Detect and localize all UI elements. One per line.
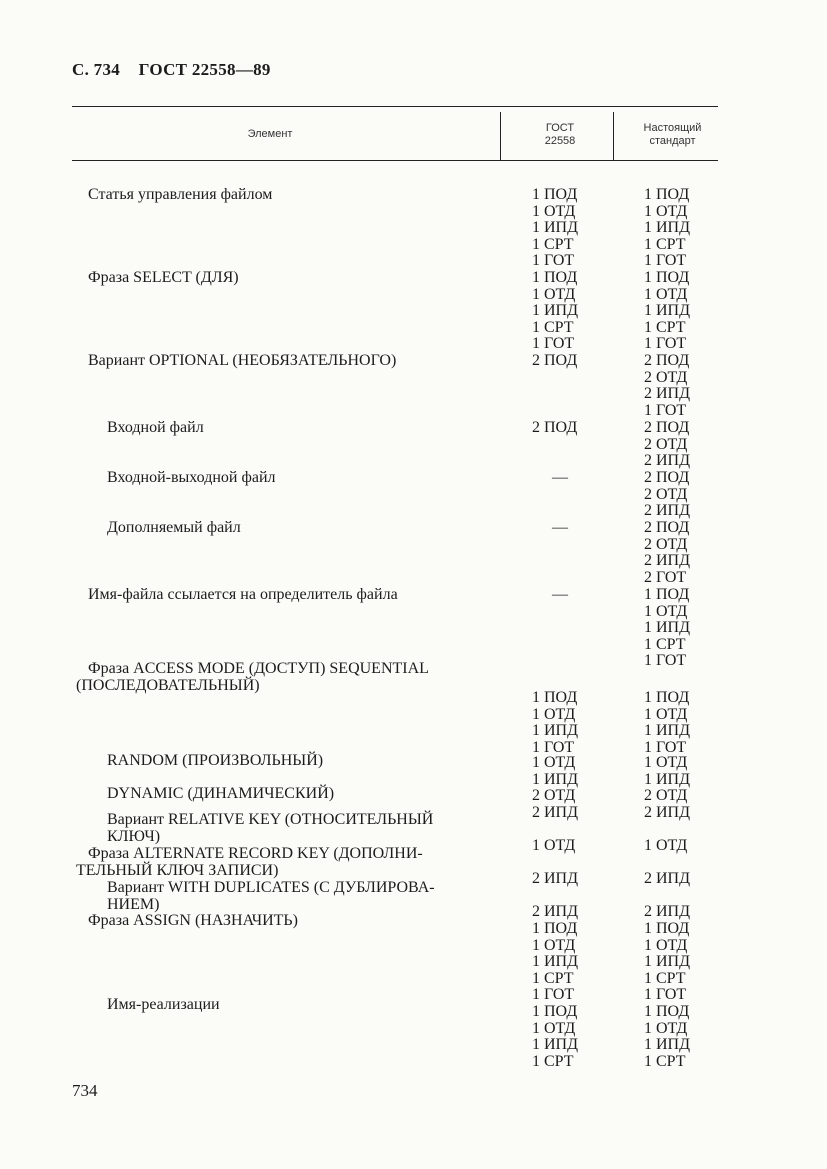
gost-value: 2 ИПД — [532, 803, 579, 821]
standard-value: 1 ИПД — [644, 219, 691, 237]
standard-value: 1 СРТ — [644, 969, 686, 987]
standard-value: 2 ГОТ — [644, 568, 687, 586]
row-label: Имя-файла ссылается на определитель файла — [88, 586, 398, 603]
standard-value: 1 ОТД — [644, 837, 688, 854]
standard-value: 2 ИПД — [644, 803, 691, 821]
column-divider — [500, 112, 501, 160]
gost-value: 1 ГОТ — [532, 986, 575, 1004]
standard-value: 1 ИПД — [644, 770, 691, 788]
gost-value: 1 СРТ — [532, 235, 574, 253]
gost-value: 1 СРТ — [532, 969, 574, 987]
standard-value: 1 СРТ — [644, 235, 686, 253]
standard-value: 1 ПОД — [644, 586, 690, 603]
gost-value: 1 ПОД — [532, 1003, 578, 1020]
standard-value: 1 ОТД — [644, 754, 688, 771]
standard-value: 1 ГОТ — [644, 401, 687, 419]
standard-value: 1 ПОД — [644, 920, 690, 937]
gost-value: 1 ОТД — [532, 705, 576, 723]
standard-value: 1 СРТ — [644, 318, 686, 336]
row-label: Фраза ALTERNATE RECORD KEY (ДОПОЛНИ- — [88, 845, 423, 862]
row-label: Входной файл — [107, 419, 204, 436]
gost-value: 1 ОТД — [532, 1019, 576, 1037]
gost-value: 1 ГОТ — [532, 252, 575, 270]
row-label: Фраза SELECT (ДЛЯ) — [88, 269, 239, 286]
standard-value: 1 ИПД — [644, 302, 691, 320]
row-label: Имя-реализации — [107, 996, 220, 1013]
standard-value: 2 ПОД — [644, 469, 690, 486]
column-header-element: Элемент — [247, 128, 293, 140]
gost-value: 1 ОТД — [532, 936, 576, 954]
standard-value: 1 ПОД — [644, 269, 690, 286]
standard-value: 2 ОТД — [644, 485, 688, 503]
standard-value: 2 ИПД — [644, 502, 691, 520]
gost-value: 1 ПОД — [532, 689, 578, 706]
standard-code: ГОСТ 22558—89 — [138, 60, 271, 79]
gost-value: 1 ИПД — [532, 302, 579, 320]
standard-value: 2 ИПД — [644, 903, 691, 920]
standard-value: 1 ГОТ — [644, 738, 687, 756]
standard-value: 1 ПОД — [644, 186, 690, 203]
standard-value: 1 ИПД — [644, 619, 691, 637]
column-header-gost: ГОСТ 22558 — [544, 122, 576, 147]
standard-value: 2 ПОД — [644, 419, 690, 436]
page-number: 734 — [72, 1081, 98, 1100]
gost-value: 1 ИПД — [532, 953, 579, 971]
row-label: Фраза ACCESS MODE (ДОСТУП) SEQUENTIAL — [88, 660, 429, 677]
gost-value: 1 ГОТ — [532, 335, 575, 353]
column-header-current-standard: Настоящий стандарт — [643, 122, 702, 147]
gost-value: 1 ОТД — [532, 202, 576, 220]
row-label-continued: (ПОСЛЕДОВАТЕЛЬНЫЙ) — [76, 677, 260, 694]
standard-value: 1 ГОТ — [644, 252, 687, 270]
standard-value: 1 ОТД — [644, 1019, 688, 1037]
gost-value: 1 ПОД — [532, 269, 578, 286]
standard-value: 1 СРТ — [644, 1052, 686, 1070]
standard-value: 2 ОТД — [644, 535, 688, 553]
standard-value: 1 ИПД — [644, 953, 691, 971]
row-label-continued: НИЕМ) — [107, 896, 160, 913]
gost-value: 2 ИПД — [532, 870, 579, 887]
row-label: Входной-выходной файл — [107, 469, 276, 486]
standard-value: 1 ПОД — [644, 689, 690, 706]
standard-value: 2 ИПД — [644, 552, 691, 570]
standard-value: 2 ИПД — [644, 870, 691, 887]
standard-value: 1 ОТД — [644, 602, 688, 620]
row-label-continued: ТЕЛЬНЫЙ КЛЮЧ ЗАПИСИ) — [76, 862, 279, 879]
row-label: Вариант WITH DUPLICATES (С ДУБЛИРОВА- — [107, 879, 435, 896]
table-header-rule — [72, 160, 718, 161]
row-label: Вариант OPTIONAL (НЕОБЯЗАТЕЛЬНОГО) — [88, 352, 397, 369]
gost-value: 2 ПОД — [532, 419, 578, 436]
standard-value: 1 ИПД — [644, 1036, 691, 1054]
row-label: Дополняемый файл — [107, 519, 241, 536]
gost-value: 1 ОТД — [532, 837, 576, 854]
gost-value: 2 ИПД — [532, 903, 579, 920]
gost-value: 1 ПОД — [532, 186, 578, 203]
standard-value: 1 ИПД — [644, 722, 691, 740]
standard-value: 2 ИПД — [644, 385, 691, 403]
standard-value: 1 СРТ — [644, 635, 686, 653]
gost-value: — — [552, 586, 568, 603]
standard-value: 1 ГОТ — [644, 652, 687, 670]
gost-value: — — [552, 469, 568, 486]
page-ref: С. 734 — [72, 60, 121, 79]
gost-value: 1 ИПД — [532, 770, 579, 788]
gost-value: 2 ПОД — [532, 352, 578, 369]
column-divider — [613, 112, 614, 160]
standard-value: 2 ПОД — [644, 352, 690, 369]
standard-value: 1 ГОТ — [644, 986, 687, 1004]
page-header — [72, 60, 285, 80]
standard-value: 1 ОТД — [644, 936, 688, 954]
gost-value: 1 ИПД — [532, 219, 579, 237]
gost-value: 1 ИПД — [532, 1036, 579, 1054]
standard-value: 1 ОТД — [644, 285, 688, 303]
standard-value: 2 ИПД — [644, 452, 691, 470]
row-label: Статья управления файлом — [88, 186, 273, 203]
standard-value: 2 ОТД — [644, 787, 688, 804]
row-label: DYNAMIC (ДИНАМИЧЕСКИЙ) — [107, 785, 335, 802]
gost-value: 1 СРТ — [532, 1052, 574, 1070]
standard-value: 1 ОТД — [644, 202, 688, 220]
standard-value: 1 ПОД — [644, 1003, 690, 1020]
gost-value: 1 ГОТ — [532, 738, 575, 756]
standard-value: 1 ГОТ — [644, 335, 687, 353]
standard-value: 2 ОТД — [644, 368, 688, 386]
standard-value: 1 ОТД — [644, 705, 688, 723]
gost-value: 1 ОТД — [532, 285, 576, 303]
gost-value: 1 ПОД — [532, 920, 578, 937]
gost-value: 2 ОТД — [532, 787, 576, 804]
gost-value: 1 СРТ — [532, 318, 574, 336]
row-label-continued: КЛЮЧ) — [107, 828, 161, 845]
standard-value: 2 ОТД — [644, 435, 688, 453]
gost-value: — — [552, 519, 568, 536]
row-label: RANDOM (ПРОИЗВОЛЬНЫЙ) — [107, 752, 324, 769]
gost-value: 1 ОТД — [532, 754, 576, 771]
row-label: Фраза ASSIGN (НАЗНАЧИТЬ) — [88, 912, 298, 929]
table-top-rule — [72, 106, 718, 107]
row-label: Вариант RELATIVE KEY (ОТНОСИТЕЛЬНЫЙ — [107, 811, 434, 828]
standard-value: 2 ПОД — [644, 519, 690, 536]
gost-value: 1 ИПД — [532, 722, 579, 740]
